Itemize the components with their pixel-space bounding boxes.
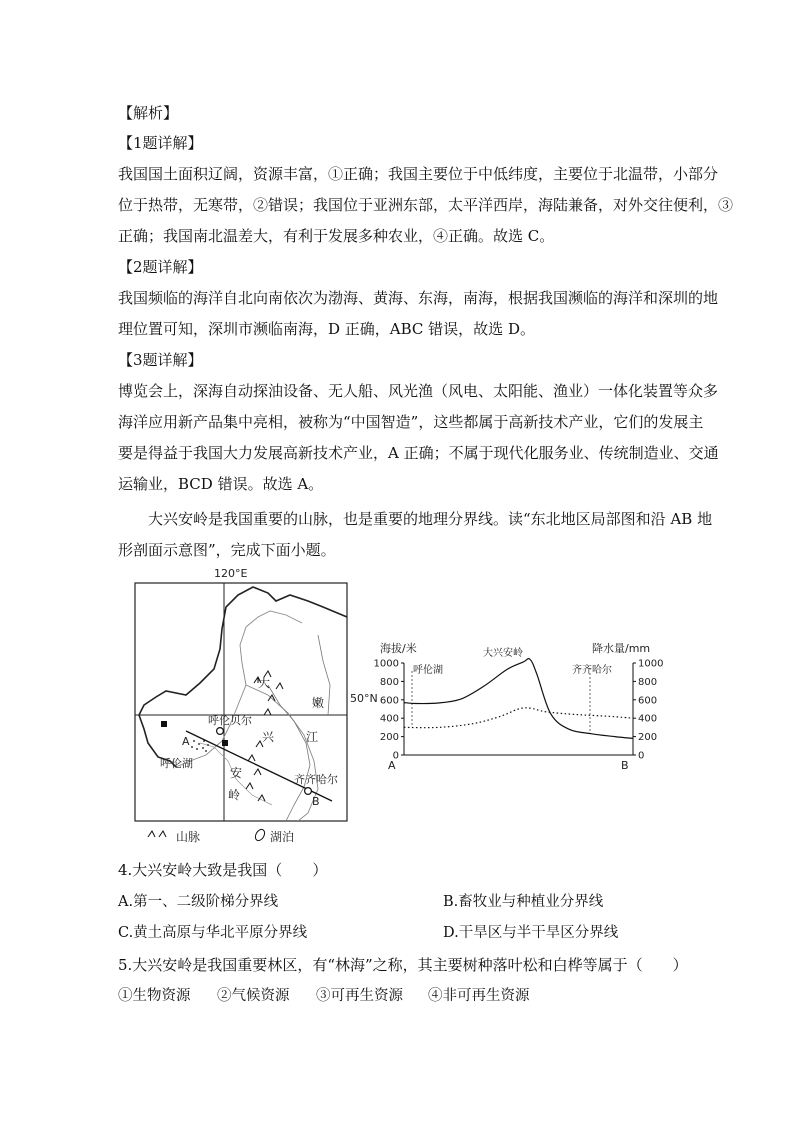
analysis-heading: 【解析】: [118, 104, 179, 122]
label-jiang: 江: [306, 730, 319, 744]
right-tick-label: 1000: [638, 658, 664, 670]
label-a: A: [182, 735, 190, 748]
right-tick-label: 400: [638, 713, 658, 725]
legend-mountain: 山脉: [176, 830, 201, 844]
left-tick-label: 0: [392, 750, 399, 762]
label-hulunbuir: 呼伦贝尔: [208, 714, 252, 727]
latitude-label: 50°N: [350, 692, 378, 705]
q5-option-1[interactable]: ①生物资源: [118, 988, 191, 1004]
right-tick-label: 200: [638, 732, 658, 744]
label-hulun-lake: 呼伦湖: [160, 757, 193, 770]
q4-option-c[interactable]: C.黄土高原与华北平原分界线: [118, 925, 308, 941]
intro-line-2: 形剖面示意图”，完成下面小题。: [118, 541, 336, 559]
q3-line-1: 博览会上，深海自动探油设备、无人船、风光渔（风电、太阳能、渔业）一体化装置等众多: [118, 382, 719, 400]
profile-chart: [374, 641, 664, 772]
province-boundary: [176, 611, 302, 767]
q4-option-d[interactable]: D.干旱区与半干旱区分界线: [443, 925, 619, 941]
annotation-lake: 呼伦湖: [413, 665, 443, 676]
left-tick-label: 800: [379, 676, 399, 688]
left-tick-label: 400: [379, 713, 399, 725]
q5-option-4[interactable]: ④非可再生资源: [428, 988, 530, 1004]
right-tick-label: 600: [638, 695, 658, 707]
q1-heading: 【1题详解】: [118, 134, 203, 152]
q1-line-1: 我国国土面积辽阔，资源丰富，①正确；我国主要位于中低纬度，主要位于北温带，小部分: [118, 165, 719, 183]
q2-heading: 【2题详解】: [118, 258, 203, 276]
mountain-legend-icon: [148, 831, 166, 837]
hulun-lake-shape: [191, 740, 209, 752]
left-tick-label: 600: [379, 695, 399, 707]
right-tick-label: 800: [638, 676, 658, 688]
question-5-stem: 5.大兴安岭是我国重要林区，有“林海”之称，其主要树种落叶松和白桦等属于（ ）: [118, 956, 688, 974]
map: [135, 567, 378, 844]
figure: [118, 565, 678, 850]
label-da: 大: [258, 676, 271, 690]
q3-line-2: 海洋应用新产品集中亮相，被称为“中国智造”，这些都属于高新技术产业，它们的发展主: [118, 413, 704, 431]
x-end-label: B: [621, 759, 629, 772]
label-b: B: [312, 795, 320, 808]
precipitation-series-line: [404, 708, 633, 728]
q3-line-4: 运输业，BCD 错误。故选 A。: [118, 475, 324, 493]
province-boundary-2: [246, 685, 318, 821]
question-4-stem: 4.大兴安岭大致是我国（ ）: [118, 861, 328, 879]
q3-heading: 【3题详解】: [118, 351, 203, 369]
left-tick-label: 200: [379, 732, 399, 744]
label-nen: 嫩: [312, 696, 325, 710]
q1-line-3: 正确；我国南北温差大，有利于发展多种农业，④正确。故选 C。: [118, 227, 555, 245]
q5-option-2[interactable]: ②气候资源: [217, 988, 290, 1004]
qiqihar-marker: [305, 788, 312, 795]
q5-option-3[interactable]: ③可再生资源: [316, 988, 403, 1004]
label-ling: 岭: [228, 788, 241, 802]
label-qiqihar: 齐齐哈尔: [294, 773, 338, 786]
river-nen: [268, 685, 310, 821]
right-tick-label: 0: [638, 750, 645, 762]
longitude-label: 120°E: [214, 567, 248, 580]
intro-line-1: 大兴安岭是我国重要的山脉，也是重要的地理分界线。读“东北地区局部图和沿 AB 地: [148, 510, 713, 528]
q1-line-2: 位于热带，无寒带，②错误；我国位于亚洲东部，太平洋西岸，海陆兼备，对外交往便利，③: [118, 196, 734, 214]
legend-lake: 湖泊: [270, 830, 295, 844]
q4-option-b[interactable]: B.畜牧业与种植业分界线: [443, 894, 604, 910]
city-square-marker-west: [161, 721, 167, 727]
lake-legend-icon: [254, 828, 267, 842]
right-axis-label: 降水量/mm: [592, 642, 651, 655]
x-start-label: A: [388, 759, 396, 772]
q3-line-3: 要是得益于我国大力发展高新技术产业，A 正确；不属于现代化服务业、传统制造业、交通: [118, 444, 719, 462]
annotation-range: 大兴安岭: [483, 648, 523, 659]
annotation-city: 齐齐哈尔: [572, 665, 612, 676]
left-axis-label: 海拔/米: [380, 642, 417, 655]
q2-line-1: 我国频临的海洋自北向南依次为渤海、黄海、东海，南海，根据我国濒临的海洋和深圳的地: [118, 289, 719, 307]
label-an: 安: [230, 766, 243, 780]
q4-option-a[interactable]: A.第一、二级阶梯分界线: [118, 894, 279, 910]
q2-line-2: 理位置可知，深圳市濒临南海，D 正确，ABC 错误，故选 D。: [118, 320, 535, 338]
left-tick-label: 1000: [373, 658, 399, 670]
hulunbuir-marker: [217, 728, 224, 735]
label-xing: 兴: [262, 730, 275, 744]
city-square-marker: [222, 740, 228, 746]
